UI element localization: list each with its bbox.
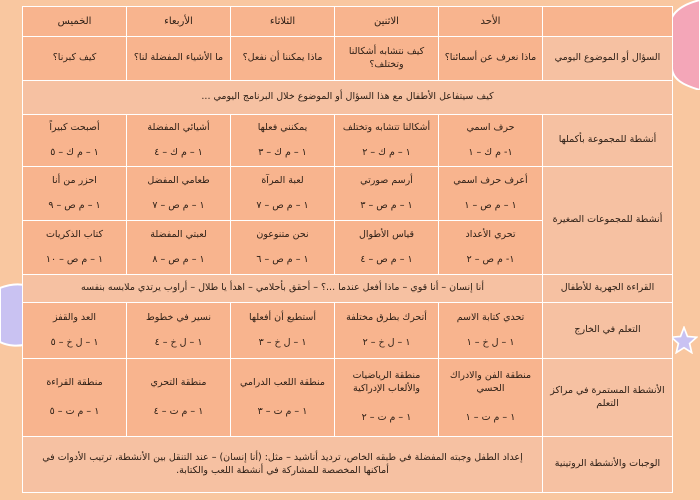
activity-code: ١ – م ص – ٩ (48, 199, 101, 211)
activity-title: منطقة الرياضيات والألعاب الإدراكية (352, 370, 421, 395)
activity-title: تحدي كتابة الاسم (456, 311, 525, 323)
activity-cell (439, 221, 543, 275)
activity-code: ١ – ل خ – ٢ (362, 336, 411, 348)
activity-code: ١- م ك – ١ (468, 146, 513, 158)
read-aloud-row (23, 275, 673, 303)
activity-title: أستطيع أن أفعلها (248, 311, 317, 323)
activity-title: منطقة اللعب الدرامي (239, 376, 326, 388)
activity-code: ١ – م ت – ٤ (153, 405, 204, 417)
corner-cell (543, 7, 673, 37)
activity-title: طعامي المفضل (147, 174, 210, 186)
activity-title: قياس الأطوال (359, 228, 414, 240)
row-label: التعلم في الخارج (543, 303, 673, 359)
routines-row (23, 437, 673, 493)
activity-title: أرسم صورتي (360, 174, 413, 186)
activity-cell (231, 221, 335, 275)
centers-row (23, 359, 673, 437)
activity-code: ١ – م ص – ٧ (152, 199, 205, 211)
activity-title: أتحرك بطرق مختلفة (346, 311, 427, 323)
activity-cell (439, 167, 543, 221)
activity-title: منطقة الفن والادراك الحسي (449, 370, 532, 395)
activity-cell (335, 221, 439, 275)
interaction-note-row (23, 81, 673, 115)
activity-code: ١ – م ص – ٧ (256, 199, 309, 211)
activity-code: ١ – م ص – ١٠ (45, 253, 104, 265)
activity-title: العد والقفز (52, 311, 97, 323)
row-label: الأنشطة المستمرة في مراكز التعلم (543, 359, 673, 437)
activity-code: ١ – م ت – ٥ (49, 405, 100, 417)
read-aloud-books: أنا إنسان – أنا قوي – ماذا أفعل عندما ...؟ – أحقق بأحلامي – اهدأ يا طلال – أراوب يرتدي ملابسه بنفسه (23, 275, 543, 303)
row-label: السؤال أو الموضوع اليومي (543, 37, 673, 81)
interaction-note: كيف سيتفاعل الأطفال مع هذا السؤال أو الموضوع خلال البرنامج اليومي ... (23, 81, 673, 115)
activity-cell (439, 303, 543, 359)
activity-cell (231, 115, 335, 167)
activity-cell (335, 359, 439, 437)
activity-title: تحري الأعداد (465, 228, 516, 240)
day-header: الأربعاء (127, 7, 231, 37)
activity-cell (23, 167, 127, 221)
activity-code: ١ – م ك – ٢ (362, 146, 411, 158)
activity-cell (127, 221, 231, 275)
row-label: القراءة الجهرية للأطفال (543, 275, 673, 303)
activity-title: حرف اسمي (466, 121, 515, 133)
activity-cell (231, 167, 335, 221)
question-cell: كيف نتشابه أشكالنا وتختلف؟ (335, 37, 439, 81)
activity-code: ١ – م ت – ٣ (257, 405, 308, 417)
activity-title: نسير في خطوط (145, 311, 212, 323)
activity-code: ١ – م ت – ٢ (361, 411, 412, 423)
activity-title: لعبة المرآة (261, 174, 304, 186)
activity-cell (127, 303, 231, 359)
activity-cell (127, 115, 231, 167)
activity-code: ١ – م ك – ٤ (154, 146, 203, 158)
activity-title: منطقة القراءة (46, 376, 103, 388)
activity-code: ١ – م ت – ١ (465, 411, 516, 423)
activity-cell (439, 115, 543, 167)
day-header: الأحد (439, 7, 543, 37)
activity-code: ١ – م ص – ٨ (152, 253, 205, 265)
activity-code: ١ – م ص – ٣ (360, 199, 413, 211)
whole-group-row (23, 115, 673, 167)
activity-code: ١ – م ص – ٦ (256, 253, 309, 265)
activity-code: ١ – م ك – ٥ (50, 146, 99, 158)
row-label: أنشطة للمجموعة بأكملها (543, 115, 673, 167)
row-label: الوجبات والأنشطة الروتينية (543, 437, 673, 493)
activity-code: ١ – م ص – ٤ (360, 253, 413, 265)
activity-cell (439, 359, 543, 437)
activity-code: ١ – ل خ – ٤ (154, 336, 203, 348)
activity-cell (335, 167, 439, 221)
activity-cell (23, 359, 127, 437)
routines-description: إعداد الطفل وجبته المفضلة في طبقه الخاص، ترديد أناشيد – مثل: (أنا إنسان) – عند التنقل بين الأنشطة، ترتيب الأدوات في أماكنها المخصصة للمشاركة في أنشطة اللعب والكتابة. (23, 437, 543, 493)
question-cell: ما الأشياء المفضلة لنا؟ (127, 37, 231, 81)
activity-title: يمكنني فعلها (257, 121, 308, 133)
activity-cell (23, 221, 127, 275)
activity-cell (127, 359, 231, 437)
day-header: الخميس (23, 7, 127, 37)
small-groups-row-1 (23, 167, 673, 221)
activity-code: ١- م ص – ٢ (466, 253, 515, 265)
activity-cell (335, 303, 439, 359)
activity-title: احزر من أنا (52, 174, 97, 186)
activity-title: نحن متنوعون (256, 228, 309, 240)
activity-code: ١ – ل خ – ٥ (50, 336, 99, 348)
activity-cell (231, 303, 335, 359)
activity-title: لعبتي المفضلة (150, 228, 207, 240)
weekly-plan-table-container (22, 6, 672, 492)
star-icon (670, 326, 698, 354)
activity-code: ١ – ل خ – ١ (466, 336, 515, 348)
day-header: الثلاثاء (231, 7, 335, 37)
activity-title: كتاب الذكريات (45, 228, 103, 240)
activity-title: أصبحت كبيراً (49, 121, 100, 133)
activity-code: ١ – ل خ – ٣ (258, 336, 307, 348)
activity-cell (127, 167, 231, 221)
header-row (23, 7, 673, 37)
activity-cell (23, 115, 127, 167)
activity-title: أعرف حرف اسمي (453, 174, 528, 186)
activity-cell (23, 303, 127, 359)
outdoor-row (23, 303, 673, 359)
activity-cell (335, 115, 439, 167)
activity-code: ١ – م ك – ٣ (258, 146, 307, 158)
daily-question-row (23, 37, 673, 81)
weekly-plan-table (22, 6, 673, 493)
question-cell: ماذا يمكننا أن نفعل؟ (231, 37, 335, 81)
question-cell: كيف كبرنا؟ (23, 37, 127, 81)
question-cell: ماذا نعرف عن أسمائنا؟ (439, 37, 543, 81)
activity-title: أشكالنا تتشابه وتختلف (342, 121, 431, 133)
activity-cell (231, 359, 335, 437)
activity-title: أشيائي المفضلة (147, 121, 210, 133)
activity-code: ١ – م ص – ١ (464, 199, 517, 211)
activity-title: منطقة التحري (150, 376, 207, 388)
row-label: أنشطة للمجموعات الصغيرة (543, 167, 673, 275)
day-header: الاثنين (335, 7, 439, 37)
